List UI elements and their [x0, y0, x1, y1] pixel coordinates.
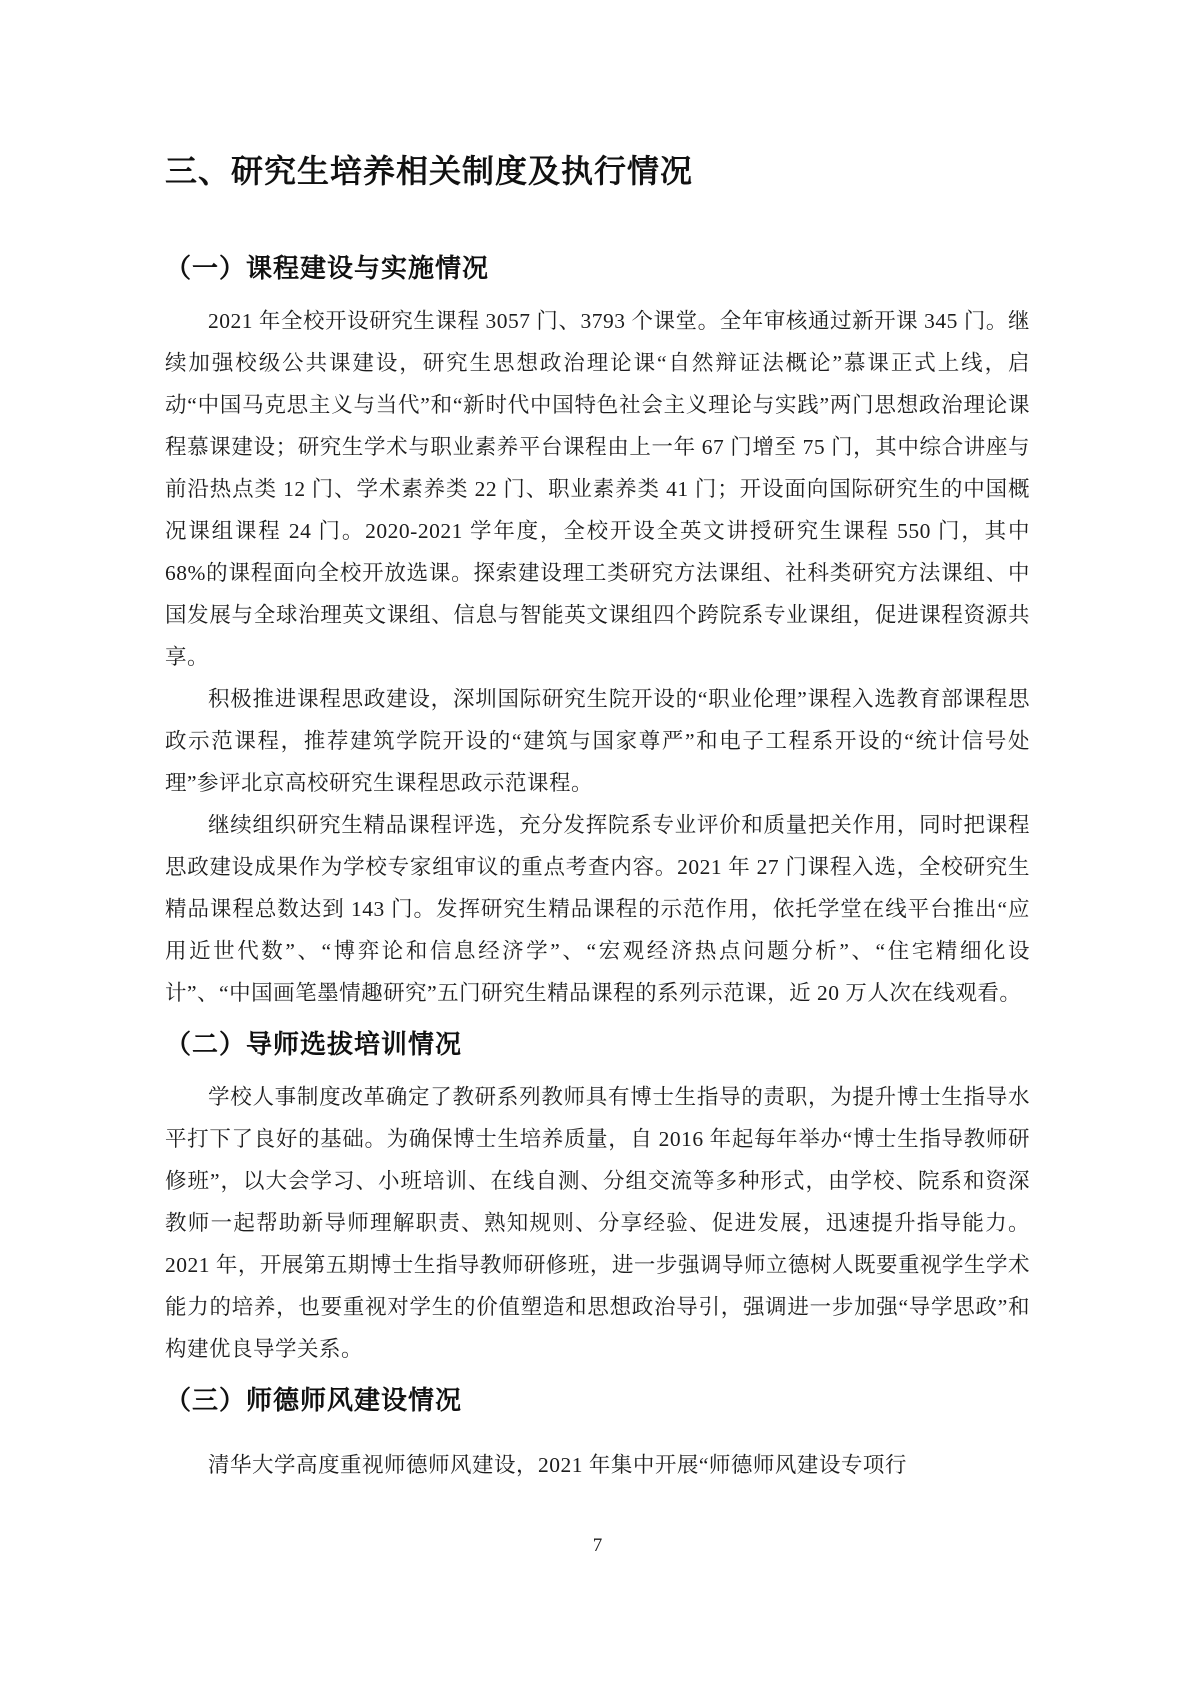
chapter-title: 三、研究生培养相关制度及执行情况 [165, 153, 694, 189]
body-paragraph: 继续组织研究生精品课程评选，充分发挥院系专业评价和质量把关作用，同时把课程思政建设成果作为学校专家组审议的重点考查内容。2021 年 27 门课程入选，全校研究生精品课程总数达到 143 门。发挥研究生精品课程的示范作用，依托学堂在线平台推出“应用近世代数”、“博弈论和信息经济学”、“宏观经济热点问题分析”、“住宅精细化设计”、“中国画笔墨情趣研究”五门研究生精品课程的系列示范课，近 20 万人次在线观看。 [165, 813, 1030, 1005]
section-teacher-ethics [165, 1382, 1030, 1486]
section-course-construction [165, 250, 1030, 1014]
body-paragraph: 2021 年全校开设研究生课程 3057 门、3793 个课堂。全年审核通过新开课 345 门。继续加强校级公共课建设，研究生思想政治理论课“自然辩证法概论”慕课正式上线，启动“中国马克思主义与当代”和“新时代中国特色社会主义理论与实践”两门思想政治理论课程慕课建设；研究生学术与职业素养平台课程由上一年 67 门增至 75 门，其中综合讲座与前沿热点类 12 门、学术素养类 22 门、职业素养类 41 门；开设面向国际研究生的中国概况课组课程 24 门。2020-2021 学年度，全校开设全英文讲授研究生课程 550 门，其中 68%的课程面向全校开放选课。探索建设理工类研究方法课组、社科类研究方法课组、中国发展与全球治理英文课组、信息与智能英文课组四个跨院系专业课组，促进课程资源共享。 [165, 309, 1030, 669]
body-paragraph: 清华大学高度重视师德师风建设，2021 年集中开展“师德师风建设专项行 [208, 1453, 907, 1477]
body-paragraph: 积极推进课程思政建设，深圳国际研究生院开设的“职业伦理”课程入选教育部课程思政示范课程，推荐建筑学院开设的“建筑与国家尊严”和电子工程系开设的“统计信号处理”参评北京高校研究生课程思政示范课程。 [165, 687, 1030, 795]
section-2-heading: （二）导师选拔培训情况 [165, 1029, 463, 1059]
section-1-heading: （一）课程建设与实施情况 [165, 253, 490, 283]
section-supervisor-training [165, 1026, 1030, 1370]
section-3-heading: （三）师德师风建设情况 [165, 1385, 463, 1415]
page-number: 7 [592, 1535, 603, 1556]
body-paragraph: 学校人事制度改革确定了教研系列教师具有博士生指导的责职，为提升博士生指导水平打下了良好的基础。为确保博士生培养质量，自 2016 年起每年举办“博士生指导教师研修班”，以大会学习、小班培训、在线自测、分组交流等多种形式，由学校、院系和资深教师一起帮助新导师理解职责、熟知规则、分享经验、促进发展，迅速提升指导能力。2021 年，开展第五期博士生指导教师研修班，进一步强调导师立德树人既要重视学生学术能力的培养，也要重视对学生的价值塑造和思想政治导引，强调进一步加强“导学思政”和构建优良导学关系。 [165, 1085, 1030, 1361]
